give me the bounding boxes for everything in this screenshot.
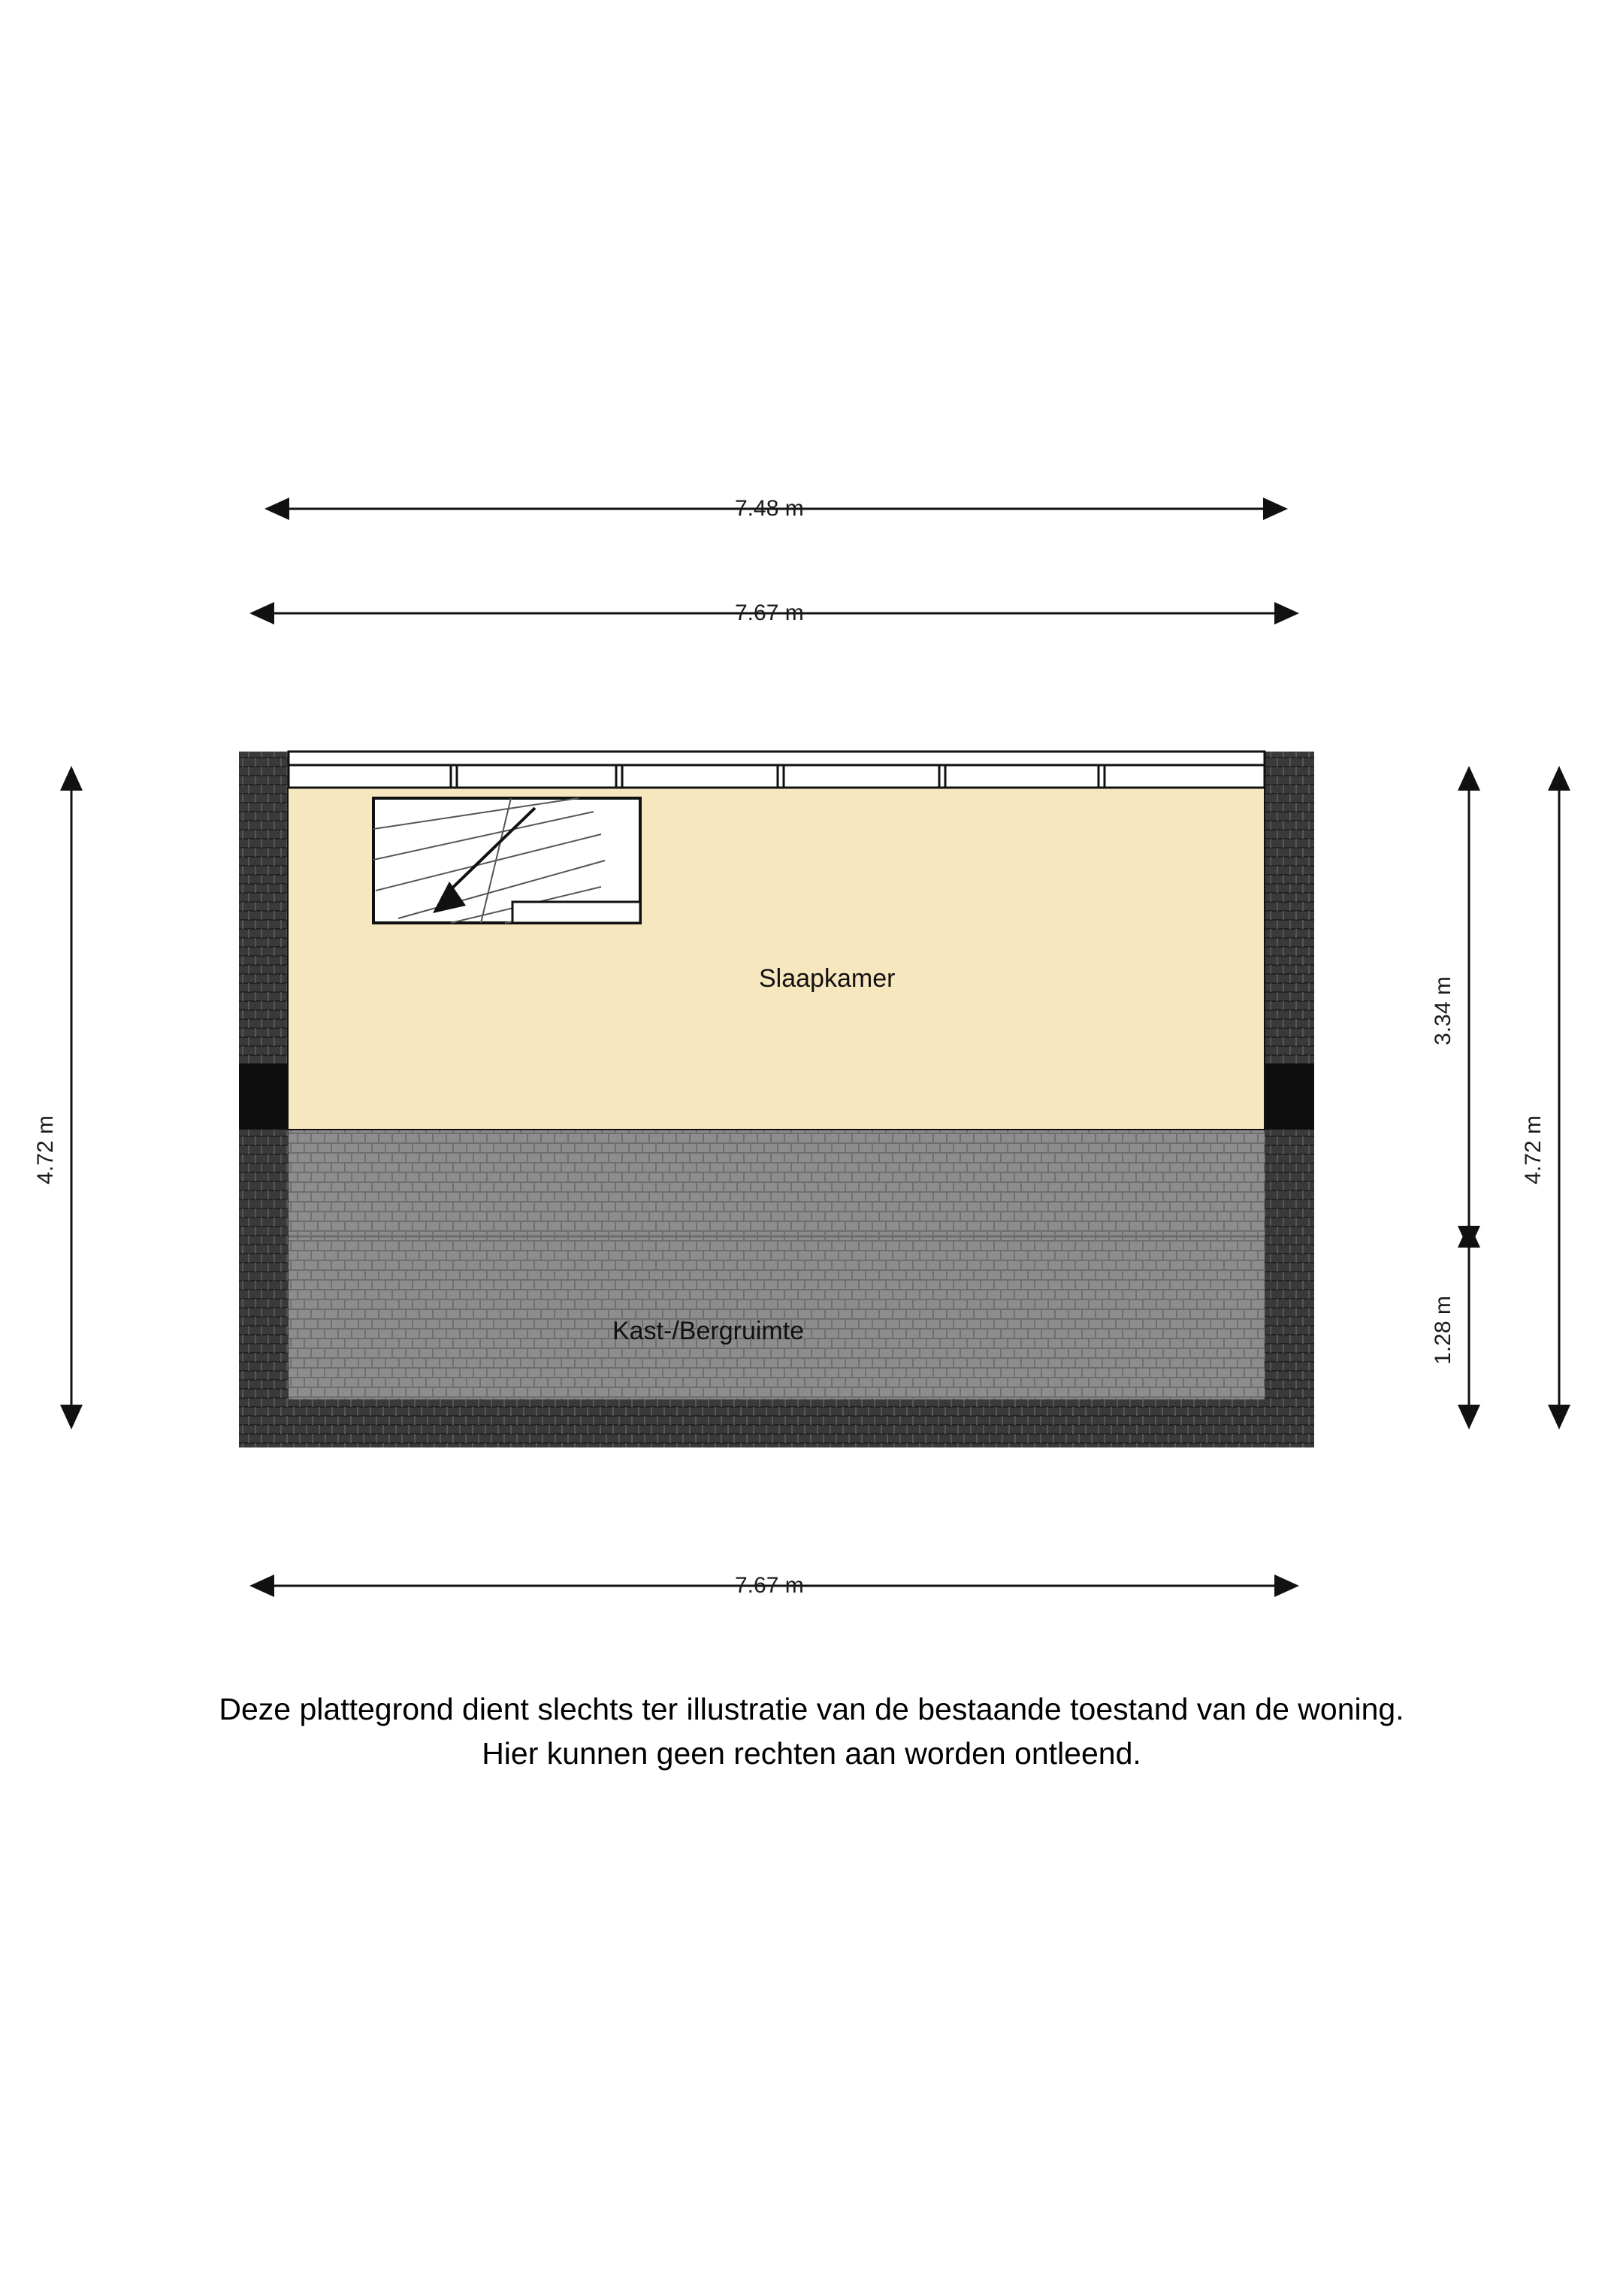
dimension-label-top-inner: 7.67 m: [735, 600, 804, 625]
disclaimer: [0, 1687, 1623, 1777]
dimension-label-bottom: 7.67 m: [735, 1573, 804, 1598]
dimension-label-top-outer: 7.48 m: [735, 496, 804, 521]
disclaimer-line-1: Deze plattegrond dient slechts ter illustratie van de bestaande toestand van de woning.: [219, 1692, 1404, 1726]
staircase: [373, 798, 640, 923]
dimension-label-right-inner-lower: 1.28 m: [1431, 1296, 1455, 1365]
dimension-label-right-outer: 4.72 m: [1521, 1115, 1546, 1184]
disclaimer-line-2: Hier kunnen geen rechten aan worden ontleend.: [482, 1736, 1141, 1771]
dimension-label-left: 4.72 m: [33, 1115, 58, 1184]
room-label-slaapkamer: Slaapkamer: [759, 964, 896, 993]
room-label-kast-bergruimte: Kast-/Bergruimte: [612, 1317, 805, 1345]
dimension-label-right-inner-upper: 3.34 m: [1431, 976, 1455, 1045]
